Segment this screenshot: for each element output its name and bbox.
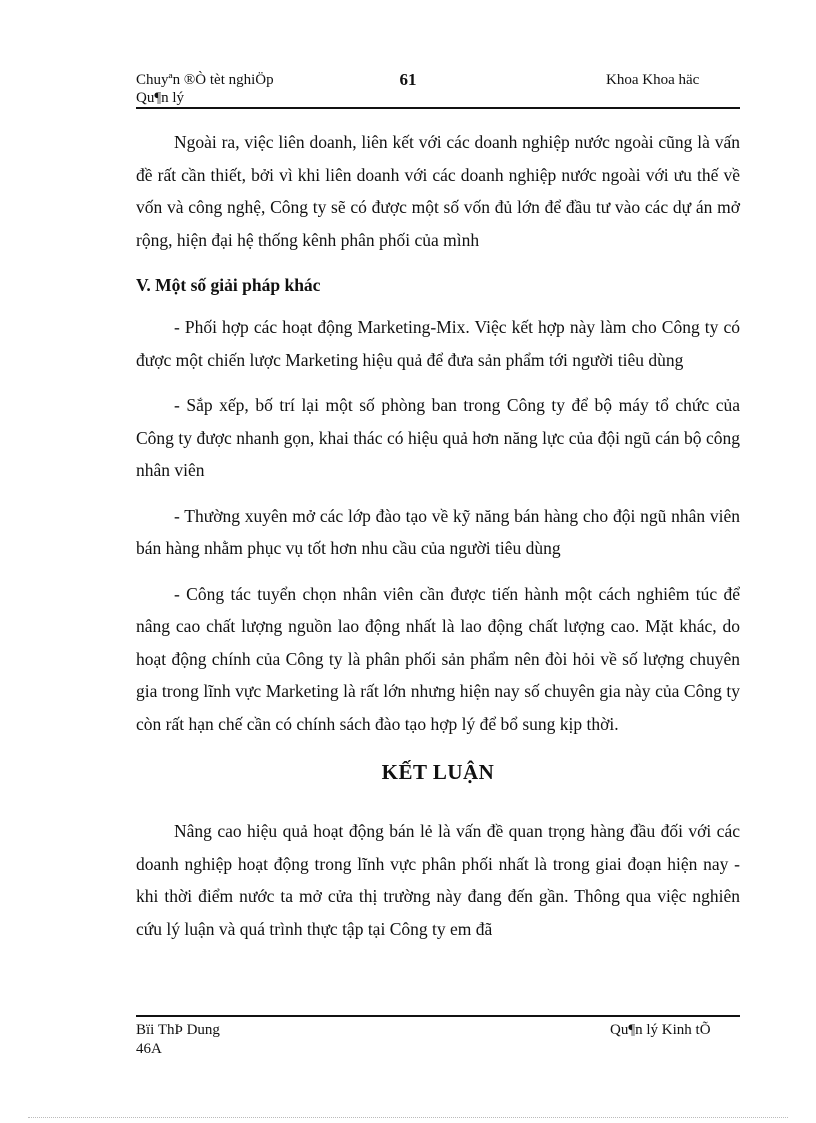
footer-left bbox=[136, 1021, 220, 1059]
footer-major: Qu¶n lý Kinh tÕ bbox=[610, 1022, 711, 1038]
section-heading: V. Một số giải pháp khác bbox=[136, 275, 321, 295]
solution-item: - Công tác tuyển chọn nhân viên cần được tiến hành một cách nghiêm túc để nâng cao chất lượng nguồn lao động nhất là lao động chất lượng cao. Mặt khác, do hoạt động chính của Công ty là phân phối sản phẩm nên đòi hỏi về số lượng chuyên gia trong lĩnh vực Marketing là rất lớn nhưng hiện nay số chuyên gia này của Công ty còn rất hạn chế cần có chính sách đào tạo hợp lý để bổ sung kịp thời. bbox=[136, 583, 740, 734]
solution-item: - Sắp xếp, bố trí lại một số phòng ban trong Công ty để bộ máy tổ chức của Công ty được nhanh gọn, khai thác có hiệu quả hơn năng lực của đội ngũ cán bộ công nhân viên bbox=[136, 395, 740, 480]
footer-author: Bïi ThÞ Dung bbox=[136, 1022, 220, 1038]
page-number: 61 bbox=[399, 70, 417, 89]
header-subject: Chuyªn ®Ò tèt nghiÖp bbox=[136, 72, 274, 88]
solution-item: - Phối hợp các hoạt động Marketing-Mix. Việc kết hợp này làm cho Công ty có được một chiến lược Marketing hiệu quả để đưa sản phẩm tới người tiêu dùng bbox=[136, 317, 740, 370]
header-faculty: Khoa Khoa häc bbox=[606, 72, 700, 88]
footer-rule bbox=[136, 1015, 740, 1017]
page-edge-divider bbox=[28, 1117, 788, 1118]
body-paragraph: Ngoài ra, việc liên doanh, liên kết với các doanh nghiệp nước ngoài cũng là vấn đề rất cần thiết, bởi vì khi liên doanh với các doanh nghiệp nước ngoài với ưu thế về vốn và công nghệ, Công ty sẽ có được một số vốn đủ lớn để đầu tư vào các dự án mở rộng, hiện đại hệ thống kênh phân phối của mình bbox=[136, 132, 740, 250]
page-body bbox=[136, 126, 740, 958]
conclusion-paragraph: Nâng cao hiệu quả hoạt động bán lẻ là vấn đề quan trọng hàng đầu đối với các doanh nghiệp hoạt động trong lĩnh vực phân phối nhất là trong giai đoạn hiện nay - khi thời điểm nước ta mở cửa thị trường này đang đến gần. Thông qua việc nghiên cứu lý luận và quá trình thực tập tại Công ty em đã bbox=[136, 821, 740, 939]
solution-item: - Thường xuyên mở các lớp đào tạo về kỹ năng bán hàng cho đội ngũ nhân viên bán hàng nhằm phục vụ tốt hơn nhu cầu của người tiêu dùng bbox=[136, 505, 740, 558]
header-subject-line2: Qu¶n lý bbox=[136, 90, 185, 106]
footer-class: 46A bbox=[136, 1041, 162, 1057]
conclusion-title: KẾT LUẬN bbox=[381, 760, 495, 784]
header-rule bbox=[136, 107, 740, 109]
